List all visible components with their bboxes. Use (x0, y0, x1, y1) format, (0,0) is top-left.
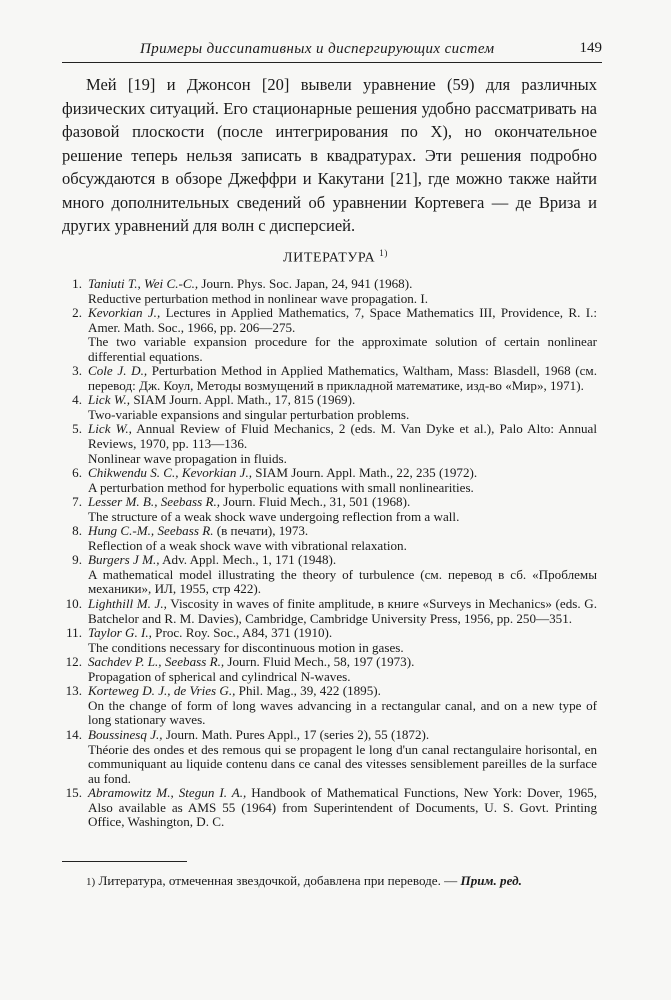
reference-citation (88, 655, 597, 670)
reference-citation (88, 393, 597, 408)
reference-citation (88, 422, 597, 451)
reference-number: 9. (72, 552, 82, 568)
reference-paper-title: Reflection of a weak shock wave with vibrational relaxation. (88, 537, 407, 553)
reference-item (62, 466, 597, 495)
reference-authors: Lick W., (88, 421, 132, 437)
reference-number: 4. (72, 392, 82, 408)
reference-authors: Hung C.-M., Seebass R. (88, 523, 214, 539)
reference-citation (88, 684, 597, 699)
reference-authors: Boussinesq J., (88, 726, 163, 742)
running-head (62, 38, 602, 63)
reference-authors: Burgers J M., (88, 552, 160, 568)
reference-authors: Chikwendu S. C., Kevorkian J., (88, 465, 253, 481)
footnote-divider (62, 861, 187, 862)
reference-source: Lectures in Applied Mathematics, 7, Space Mathematics III, Providence, R. I.: Amer. Math. Soc., 1966, pp. 206—275. (88, 305, 597, 335)
reference-authors: Lighthill M. J., (88, 596, 167, 612)
reference-number: 14. (65, 726, 82, 742)
reference-paper-title: The two variable expansion procedure for the approximate solution of certain nonlinear differential equations. (88, 334, 597, 364)
reference-paper-title: Nonlinear wave propagation in fluids. (88, 450, 287, 466)
reference-authors: Taniuti T., Wei C.-C., (88, 276, 199, 291)
reference-citation (88, 277, 597, 292)
reference-authors: Lesser M. B., Seebass R., (88, 494, 221, 510)
reference-authors: Korteweg D. J., de Vries G., (88, 683, 236, 699)
reference-paper-title: A perturbation method for hyperbolic equations with small nonlinearities. (88, 479, 474, 495)
reference-number: 1. (72, 276, 82, 291)
reference-number: 3. (72, 363, 82, 379)
reference-item (62, 597, 597, 626)
reference-source: (в печати), 1973. (213, 523, 309, 539)
footnote-editor-note: Прим. ред. (460, 873, 522, 888)
reference-citation (88, 495, 597, 510)
reference-authors: Kevorkian J., (88, 305, 161, 321)
reference-source: Journ. Phys. Soc. Japan, 24, 941 (1968). (198, 276, 413, 291)
reference-citation (88, 364, 597, 393)
footnote (62, 871, 597, 892)
reference-item (62, 728, 597, 786)
reference-item (62, 364, 597, 393)
reference-paper-title: The structure of a weak shock wave undergoing reflection from a wall. (88, 508, 460, 524)
reference-source: Adv. Appl. Mech., 1, 171 (1948). (159, 552, 337, 568)
reference-authors: Abramowitz M., Stegun I. A., (88, 785, 247, 801)
references-title: ЛИТЕРАТУРА (283, 250, 376, 266)
reference-item (62, 422, 597, 466)
footnote-text: Литература, отмеченная звездочкой, добавлена при переводе. — (95, 873, 461, 888)
reference-source: SIAM Journ. Appl. Math., 17, 815 (1969). (130, 392, 356, 408)
references-title-footnote-mark: 1) (379, 248, 388, 258)
reference-item (62, 626, 597, 655)
intro-paragraph: Мей [19] и Джонсон [20] вывели уравнение (59) для различных физических ситуаций. Его стационарные решения удобно рассматривать на фазовой плоскости (после интегрирования по X), но окончательное решение теперь нельзя записать в квадратурах. Эти решения подробно обсуждаются в обзоре Джеффри и Какутани [21], где можно также найти много дополнительных сведений об уравнении Кортевега — де Вриза и других уравнений для волн с дисперсией. (62, 75, 597, 235)
reference-authors: Cole J. D., (88, 363, 148, 379)
reference-paper-title: On the change of form of long waves advancing in a rectangular canal, and on a new type of long stationary waves. (88, 697, 597, 728)
reference-item (62, 277, 597, 306)
reference-item (62, 393, 597, 422)
reference-source: Viscosity in waves of finite amplitude, в книге «Surveys in Mechanics» (eds. G. Batchelor and R. M. Davies), Cambridge, Cambridge University Press, 1956, pp. 250—351. (88, 596, 597, 626)
reference-source: Proc. Roy. Soc., A84, 371 (1910). (151, 625, 333, 641)
reference-number: 7. (72, 494, 82, 510)
reference-citation (88, 597, 597, 626)
footnote-mark: 1) (86, 876, 96, 888)
reference-number: 11. (66, 625, 82, 641)
reference-item (62, 306, 597, 364)
reference-item (62, 495, 597, 524)
reference-source: Phil. Mag., 39, 422 (1895). (235, 683, 381, 699)
reference-authors: Lick W., (88, 392, 131, 408)
reference-citation (88, 306, 597, 335)
reference-authors: Taylor G. I., (88, 625, 152, 641)
reference-number: 15. (65, 785, 82, 801)
reference-item (62, 524, 597, 553)
reference-citation (88, 466, 597, 481)
page-number: 149 (579, 40, 602, 56)
running-title: Примеры диссипативных и диспергирующих систем (140, 41, 495, 57)
reference-source: Perturbation Method in Applied Mathematics, Waltham, Mass: Blasdell, 1968 (см. перевод: Дж. Коул, Методы возмущений в прикладной математике, изд-во «Мир», 1971). (88, 363, 597, 393)
reference-paper-title: Théorie des ondes et des remous qui se propagent le long d'un canal rectangulaire horisontal, en communiquant au liquide contenu dans ce canal des vitesses sensiblement pareilles de la surface au fond. (88, 741, 597, 786)
reference-authors: Sachdev P. L., Seebass R., (88, 654, 225, 670)
reference-number: 2. (72, 305, 82, 321)
reference-source: Handbook of Mathematical Functions, New York: Dover, 1965, Also available as AMS 55 (1964) from Superintendent of Documents, U. S. Govt. Printing Office, Washington, D. C. (88, 785, 597, 830)
reference-number: 5. (72, 421, 82, 437)
reference-paper-title: A mathematical model illustrating the theory of turbulence (см. перевод в сб. «Проблемы механики», ИЛ, 1955, стр 422). (88, 566, 597, 597)
references-heading (0, 248, 671, 267)
reference-item (62, 786, 597, 830)
reference-item (62, 684, 597, 728)
reference-source: Journ. Math. Pures Appl., 17 (series 2), 55 (1872). (162, 726, 430, 742)
reference-source: SIAM Journ. Appl. Math., 22, 235 (1972). (252, 465, 478, 481)
reference-paper-title: Two-variable expansions and singular perturbation problems. (88, 406, 410, 422)
reference-citation (88, 626, 597, 641)
reference-source: Journ. Fluid Mech., 31, 501 (1968). (220, 494, 411, 510)
reference-citation (88, 728, 597, 743)
reference-paper-title: Propagation of spherical and cylindrical N-waves. (88, 668, 351, 684)
reference-citation (88, 786, 597, 830)
reference-number: 10. (65, 596, 82, 612)
reference-item (62, 553, 597, 597)
reference-source: Journ. Fluid Mech., 58, 197 (1973). (224, 654, 415, 670)
reference-list (62, 277, 597, 830)
reference-number: 6. (72, 465, 82, 481)
reference-source: Annual Review of Fluid Mechanics, 2 (eds. M. Van Dyke et al.), Palo Alto: Annual Reviews, 1970, pp. 113—136. (88, 421, 597, 452)
reference-number: 13. (65, 683, 82, 699)
reference-number: 12. (65, 654, 82, 670)
reference-paper-title: Reductive perturbation method in nonlinear wave propagation. I. (88, 290, 428, 306)
reference-paper-title: The conditions necessary for discontinuous motion in gases. (88, 639, 404, 655)
reference-citation (88, 553, 597, 568)
reference-citation (88, 524, 597, 539)
reference-number: 8. (72, 523, 82, 539)
reference-item (62, 655, 597, 684)
